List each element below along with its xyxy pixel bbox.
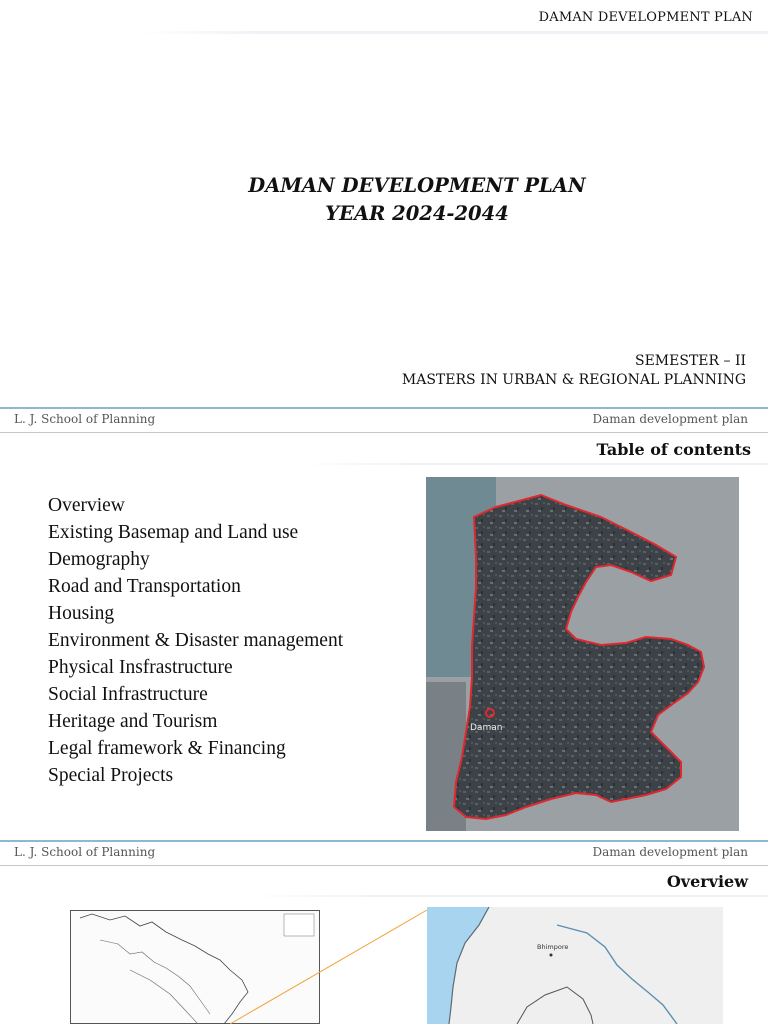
title-line-2: YEAR 2024-2044: [325, 202, 509, 225]
toc-item[interactable]: Road and Transportation: [48, 576, 241, 597]
daman-locator-map: [427, 907, 723, 1024]
toc-item[interactable]: Physical Insfrastructure: [48, 657, 233, 678]
footer-right-1: Daman development plan: [592, 412, 748, 426]
slide1-title: [0, 172, 768, 228]
toc-item[interactable]: Overview: [48, 495, 125, 516]
map-place-label: Daman: [470, 723, 503, 733]
footer-rule-2: [0, 840, 768, 842]
place-label: Bhimpore: [537, 943, 569, 951]
toc-item[interactable]: Housing: [48, 603, 115, 624]
footer-rule-1: [0, 407, 768, 409]
india-outline-map: [70, 910, 320, 1024]
toc-item[interactable]: Demography: [48, 549, 150, 570]
map-frame: [71, 911, 320, 1024]
toc-list: [48, 492, 378, 789]
footer-left-1: L. J. School of Planning: [14, 412, 156, 426]
scale-box: [284, 914, 314, 936]
slide1-header-rule: [140, 31, 768, 34]
slide-divider-1: [0, 432, 768, 433]
toc-heading-rule: [300, 463, 768, 465]
slide-divider-2: [0, 865, 768, 866]
program-label: MASTERS IN URBAN & REGIONAL PLANNING: [401, 372, 746, 388]
overview-heading: Overview: [666, 872, 748, 891]
daman-satellite-map: [426, 477, 739, 831]
toc-item[interactable]: Environment & Disaster management: [48, 630, 344, 651]
footer-right-2: Daman development plan: [592, 845, 748, 859]
overview-heading-rule: [250, 895, 768, 897]
toc-item[interactable]: Existing Basemap and Land use: [48, 522, 299, 543]
toc-heading: Table of contents: [596, 440, 751, 459]
semester-label: SEMESTER – II: [634, 353, 746, 369]
footer-left-2: L. J. School of Planning: [14, 845, 156, 859]
toc-item[interactable]: Social Infrastructure: [48, 684, 208, 705]
toc-item[interactable]: Legal framework & Financing: [48, 738, 286, 759]
title-line-1: DAMAN DEVELOPMENT PLAN: [248, 174, 586, 197]
toc-item[interactable]: Heritage and Tourism: [48, 711, 218, 732]
place-marker-icon: [550, 954, 553, 957]
slide1-header: DAMAN DEVELOPMENT PLAN: [538, 10, 753, 25]
toc-item[interactable]: Special Projects: [48, 765, 174, 786]
